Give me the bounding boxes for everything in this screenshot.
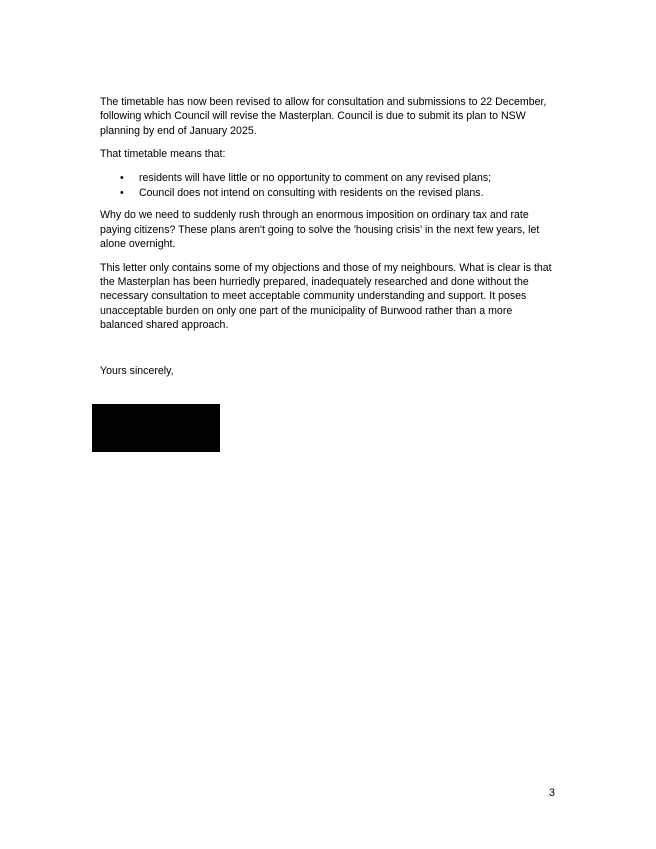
page-number: 3 xyxy=(549,787,555,799)
bullet-text: residents will have little or no opportunity to comment on any revised plans; xyxy=(139,171,492,184)
bullet-icon: • xyxy=(120,187,124,200)
bullet-text: Council does not intend on consulting with residents on the revised plans. xyxy=(139,187,484,200)
paragraph-objections: This letter only contains some of my objections and those of my neighbours. What is clear is that the Masterplan has been hurriedly prepared, inadequately researched and done without the necessary consultation to meet acceptable community understanding and support. It poses unacceptable burden on only one part of the municipality of Burwood rather than a more balanced shared approach. xyxy=(100,261,552,332)
paragraph-timetable-means: That timetable means that: xyxy=(100,148,226,161)
closing-salutation: Yours sincerely, xyxy=(100,365,174,377)
bullet-item xyxy=(100,171,558,185)
paragraph-rush-question: Why do we need to suddenly rush through an enormous imposition on ordinary tax and rate paying citizens? These plans aren't going to solve the 'housing crisis' in the next few years, let alone overnight. xyxy=(100,209,540,251)
bullet-icon: • xyxy=(120,171,124,184)
bullet-item xyxy=(100,186,558,200)
redacted-signature-block xyxy=(92,404,220,452)
bullet-list xyxy=(100,171,558,201)
letter-body xyxy=(100,95,558,342)
paragraph-timetable-revision: The timetable has now been revised to allow for consultation and submissions to 22 December, following which Council will revise the Masterplan. Council is due to submit its plan to NSW planning by end of January 2025. xyxy=(100,96,547,137)
